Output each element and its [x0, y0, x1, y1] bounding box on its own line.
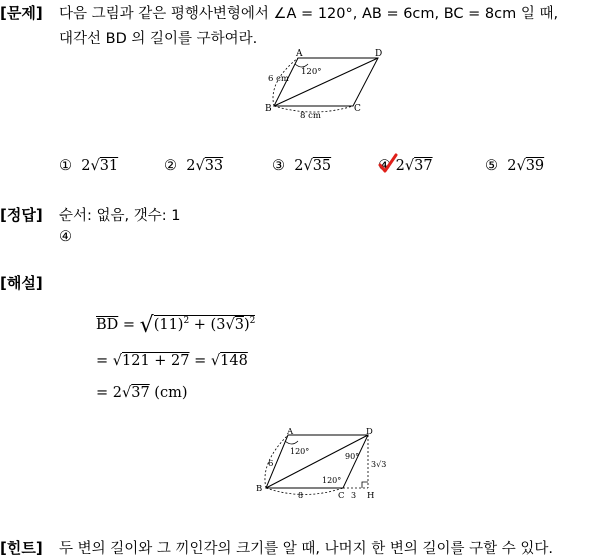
solution-line-3: = 2√37 (cm): [96, 385, 188, 401]
solution-figure: [254, 425, 394, 505]
vertex-d-label: D: [375, 49, 383, 59]
choice-5[interactable]: ⑤ 2√39: [485, 158, 545, 174]
fig2-vertex-d: D: [366, 427, 373, 437]
fig2-vertex-a: A: [287, 427, 294, 437]
fig2-side-bc: 8: [298, 491, 304, 500]
side-bc-label: 8 cm: [300, 111, 321, 119]
vertex-b-label: B: [265, 104, 272, 114]
solution-tag: [해설]: [0, 274, 43, 292]
hint-tag: [힌트]: [0, 539, 43, 557]
solution-line-1: $\overline{BD} = √(11)^2 + (3√3)^2$: [96, 313, 256, 338]
vertex-c-label: C: [354, 104, 361, 114]
fig2-side-dh: 3√3: [371, 460, 387, 469]
fig2-side-ab: 6: [268, 459, 274, 469]
problem-line-2: 대각선 BD 의 길이를 구하여라.: [59, 31, 258, 47]
answer-tag: [정답]: [0, 206, 43, 224]
fig2-angle-d: 90°: [345, 452, 360, 461]
fig2-angle-a: 120°: [290, 447, 310, 456]
answer-value: ④: [59, 229, 72, 245]
choice-2[interactable]: ② 2√33: [164, 158, 224, 174]
vertex-a-label: A: [296, 49, 303, 59]
answer-order-text: 순서: 없음, 갯수: 1: [59, 208, 181, 224]
fig2-side-ch: 3: [351, 491, 357, 500]
parallelogram-figure: [262, 44, 392, 119]
fig2-vertex-b: B: [256, 484, 263, 494]
problem-tag: [문제]: [0, 4, 43, 22]
side-ab-label: 6 cm: [268, 74, 289, 84]
check-mark-icon: [377, 153, 399, 175]
hint-text: 두 변의 길이와 그 끼인각의 크기를 알 때, 나머지 한 변의 길이를 구할 수 있다.: [59, 541, 553, 557]
solution-line-2: = √121 + 27 = √148: [96, 353, 248, 369]
fig2-vertex-h: H: [367, 491, 375, 501]
problem-line-1: 다음 그림과 같은 평행사변형에서 ∠A = 120°, AB = 6cm, BC = 8cm 일 때,: [59, 6, 559, 22]
angle-a-label: 120°: [301, 67, 322, 77]
choice-3[interactable]: ③ 2√35: [272, 158, 332, 174]
fig2-vertex-c: C: [338, 491, 345, 501]
fig2-angle-c: 120°: [322, 476, 342, 485]
choice-4[interactable]: ④ 2√37: [378, 158, 433, 174]
choice-1[interactable]: ① 2√31: [59, 158, 119, 174]
